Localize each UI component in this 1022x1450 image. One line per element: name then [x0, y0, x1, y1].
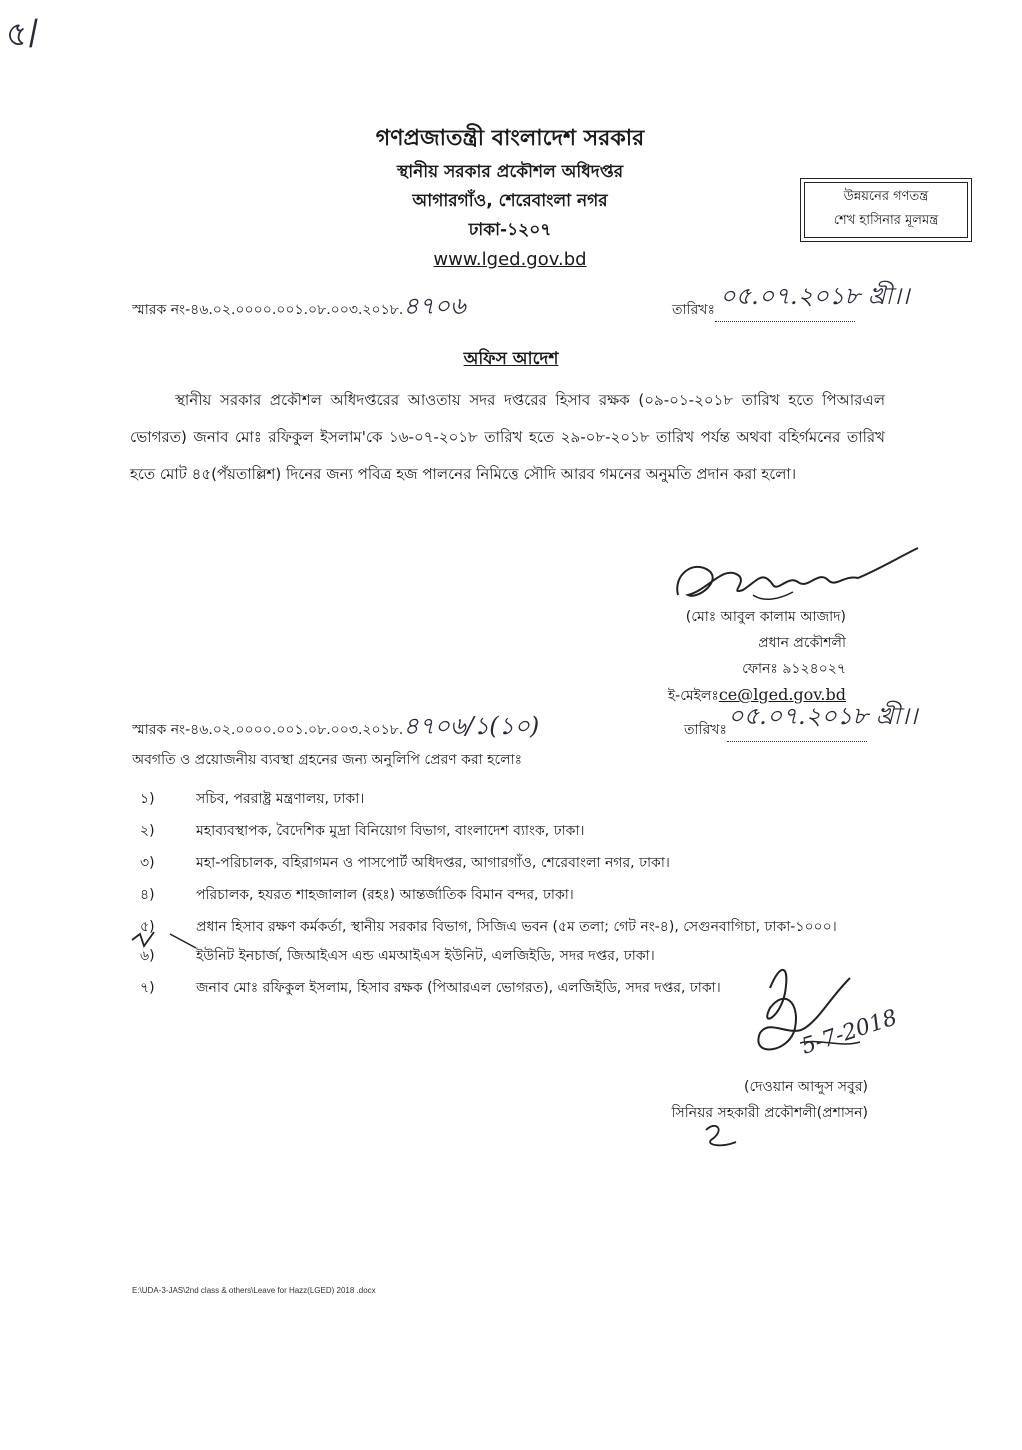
list-item: ৭) জনাব মোঃ রফিকুল ইসলাম, হিসাব রক্ষক (পিআরএল ভোগরত), এলজিইডি, সদর দপ্তর, ঢাকা। [140, 980, 721, 996]
email-label: ই-মেইলঃ [667, 688, 719, 704]
address-line-1: আগারগাঁও, শেরেবাংলা নগর [412, 191, 608, 211]
government-title: গণপ্রজাতন্ত্রী বাংলাদেশ সরকার [375, 126, 645, 151]
memo-number-label: স্মারক নং-৪৬.০২.০০০০.০০১.০৮.০০৩.২০১৮. [132, 302, 404, 318]
list-item: ৬) ইউনিট ইনচার্জ, জিআইএস এন্ড এমআইএস ইউনিট, এলজিইডি, সদর দপ্তর, ঢাকা। [140, 948, 655, 964]
date-handwritten-2: ০৫.০৭.২০১৮ খ্রী।। [728, 702, 918, 730]
list-item: ৩) মহা-পরিচালক, বহিরাগমন ও পাসপোর্ট অধিদপ্তর, আগারগাঁও, শেরেবাংলা নগর, ঢাকা। [140, 855, 670, 871]
copy-distribution-intro: অবগতি ও প্রয়োজনীয় ব্যবস্থা গ্রহনের জন্য অনুলিপি প্রেরণ করা হলোঃ [132, 752, 523, 768]
date-label: তারিখঃ [684, 722, 727, 738]
slogan-line-2: শেখ হাসিনার মূলমন্ত্র [833, 213, 939, 228]
memo-number-handwritten: ৪৭০৬/১(১০) [403, 712, 540, 740]
memo-number-label: স্মারক নং-৪৬.০২.০০০০.০০১.০৮.০০৩.২০১৮. [132, 722, 404, 738]
initials-mark [696, 1120, 746, 1152]
signatory-1-phone: ফোনঃ ৯১২৪০২৭ [742, 661, 846, 677]
corner-handwritten-mark: ৫/ [3, 12, 42, 56]
file-path-footer: E:\UDA-3-JAS\2nd class & others\Leave for Hazz(LGED) 2018 .docx [132, 1286, 376, 1295]
order-title: অফিস আদেশ [463, 349, 559, 369]
email-link[interactable]: ce@lged.gov.bd [718, 685, 846, 704]
list-item: ২) মহাব্যবস্থাপক, বৈদেশিক মুদ্রা বিনিয়োগ বিভাগ, বাংলাদেশ ব্যাংক, ঢাকা। [140, 823, 585, 839]
date-label: তারিখঃ [672, 302, 715, 318]
signatory-2-name: (দেওয়ান আব্দুস সবুর) [744, 1079, 868, 1095]
signatory-1-block [640, 604, 846, 709]
website-link[interactable]: www.lged.gov.bd [433, 249, 587, 270]
list-item: ১) সচিব, পররাষ্ট্র মন্ত্রণালয়, ঢাকা। [140, 791, 365, 807]
list-item: ৪) পরিচালক, হযরত শাহজালাল (রহঃ) আন্তর্জাতিক বিমান বন্দর, ঢাকা। [140, 887, 574, 903]
date-handwritten-1: ০৫.০৭.২০১৮ খ্রী।। [720, 282, 910, 310]
signatory-1-designation: প্রধান প্রকৌশলী [758, 635, 846, 651]
order-body-text: স্থানীয় সরকার প্রকৌশল অধিদপ্তরের আওতায় সদর দপ্তরের হিসাব রক্ষক (০৯-০১-২০১৮ তারিখ হতে পিআরএল ভোগরত) জনাব মোঃ রফিকুল ইসলাম'কে ১৬-০৭-২০১৮ তারিখ হতে ২৯-০৮-২০১৮ তারিখ পর্যন্ত অথবা বহির্গমনের তারিখ হতে মোট ৪৫(পঁয়তাল্লিশ) দিনের জন্য পবিত্র হজ পালনের নিমিত্তে সৌদি আরব গমনের অনুমতি প্রদান করা হলো। [130, 391, 885, 483]
letterhead [250, 120, 770, 275]
memo-number-1 [132, 292, 466, 320]
signatory-1-name: (মোঃ আবুল কালাম আজাদ) [685, 609, 846, 625]
list-item: ৫) প্রধান হিসাব রক্ষণ কর্মকর্তা, স্থানীয় সরকার বিভাগ, সিজিএ ভবন (৫ম তলা; গেট নং-৪), সেগুনবাগিচা, ঢাকা-১০০০। [140, 919, 837, 935]
slogan-box [800, 178, 972, 242]
signature-2-date: 5-7-2018 [798, 1005, 901, 1060]
memo-number-2 [132, 712, 540, 740]
pen-tick-mark [130, 928, 200, 954]
memo-number-handwritten: ৪৭০৬ [403, 292, 466, 320]
signatory-2-block [600, 1074, 868, 1126]
signatory-2-designation: সিনিয়র সহকারী প্রকৌশলী(প্রশাসন) [671, 1105, 868, 1121]
slogan-line-1: উন্নয়নের গণতন্ত্র [843, 189, 929, 204]
department-name: স্থানীয় সরকার প্রকৌশল অধিদপ্তর [396, 162, 624, 182]
address-line-2: ঢাকা-১২০৭ [468, 220, 552, 240]
